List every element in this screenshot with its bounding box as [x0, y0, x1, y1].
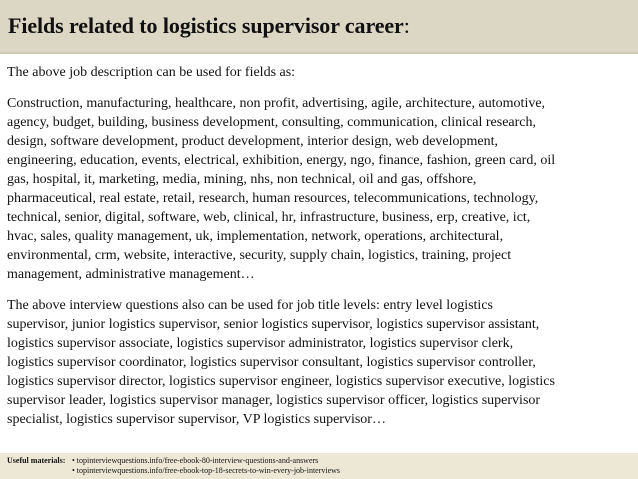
paragraph-line: logistics supervisor associate, logistics supervisor administrator, logistics supervisor clerk,	[7, 336, 514, 351]
paragraph-line: environmental, crm, website, interactive, security, supply chain, logistics, training, project	[7, 248, 512, 263]
paragraph-line: supervisor, junior logistics supervisor, senior logistics supervisor, logistics supervisor assistant,	[7, 317, 540, 332]
job-titles-paragraph	[7, 296, 633, 429]
page-title-text: Fields related to logistics supervisor career	[8, 13, 404, 38]
footer-bar	[0, 453, 638, 479]
footer-link-ebook-80-questions[interactable]: • topinterviewquestions.info/free-ebook-80-interview-questions-and-answers	[72, 456, 319, 465]
paragraph-line: logistics supervisor coordinator, logistics supervisor consultant, logistics supervisor controller,	[7, 355, 536, 370]
paragraph-line: logistics supervisor director, logistics supervisor engineer, logistics supervisor executive, logistics	[7, 374, 555, 389]
paragraph-line: management, administrative management…	[7, 267, 255, 282]
paragraph-line: agency, budget, building, business development, consulting, communication, clinical research,	[7, 115, 537, 130]
paragraph-line: The above interview questions also can be used for job title levels: entry level logistics	[7, 298, 493, 313]
header-bar	[0, 0, 638, 54]
paragraph-line: hvac, sales, quality management, uk, implementation, network, operations, architectural,	[7, 229, 504, 244]
paragraph-line: supervisor leader, logistics supervisor manager, logistics supervisor officer, logistics supervisor	[7, 393, 541, 408]
paragraph-line: gas, hospital, it, marketing, media, mining, nhs, non technical, oil and gas, offshore,	[7, 172, 477, 187]
main-content	[7, 63, 633, 429]
fields-paragraph	[7, 94, 633, 284]
paragraph-line: design, software development, product development, interior design, web development,	[7, 134, 499, 149]
page-title	[8, 13, 410, 39]
footer-links	[72, 456, 340, 476]
paragraph-line: technical, senior, digital, software, web, clinical, hr, infrastructure, business, erp, creative, ict,	[7, 210, 531, 225]
footer-link-ebook-18-secrets[interactable]: • topinterviewquestions.info/free-ebook-top-18-secrets-to-win-every-job-interviews	[72, 466, 341, 475]
footer-label: Useful materials:	[7, 456, 66, 465]
paragraph-line: pharmaceutical, real estate, retail, research, human resources, telecommunications, technology,	[7, 191, 539, 206]
intro-text: The above job description can be used for fields as:	[7, 65, 296, 80]
paragraph-line: Construction, manufacturing, healthcare, non profit, advertising, agile, architecture, automotive,	[7, 96, 546, 111]
paragraph-line: engineering, education, events, electrical, exhibition, energy, ngo, finance, fashion, green card, oil	[7, 153, 556, 168]
page-title-colon: :	[403, 13, 410, 38]
paragraph-line: specialist, logistics supervisor supervisor, VP logistics supervisor…	[7, 412, 386, 427]
